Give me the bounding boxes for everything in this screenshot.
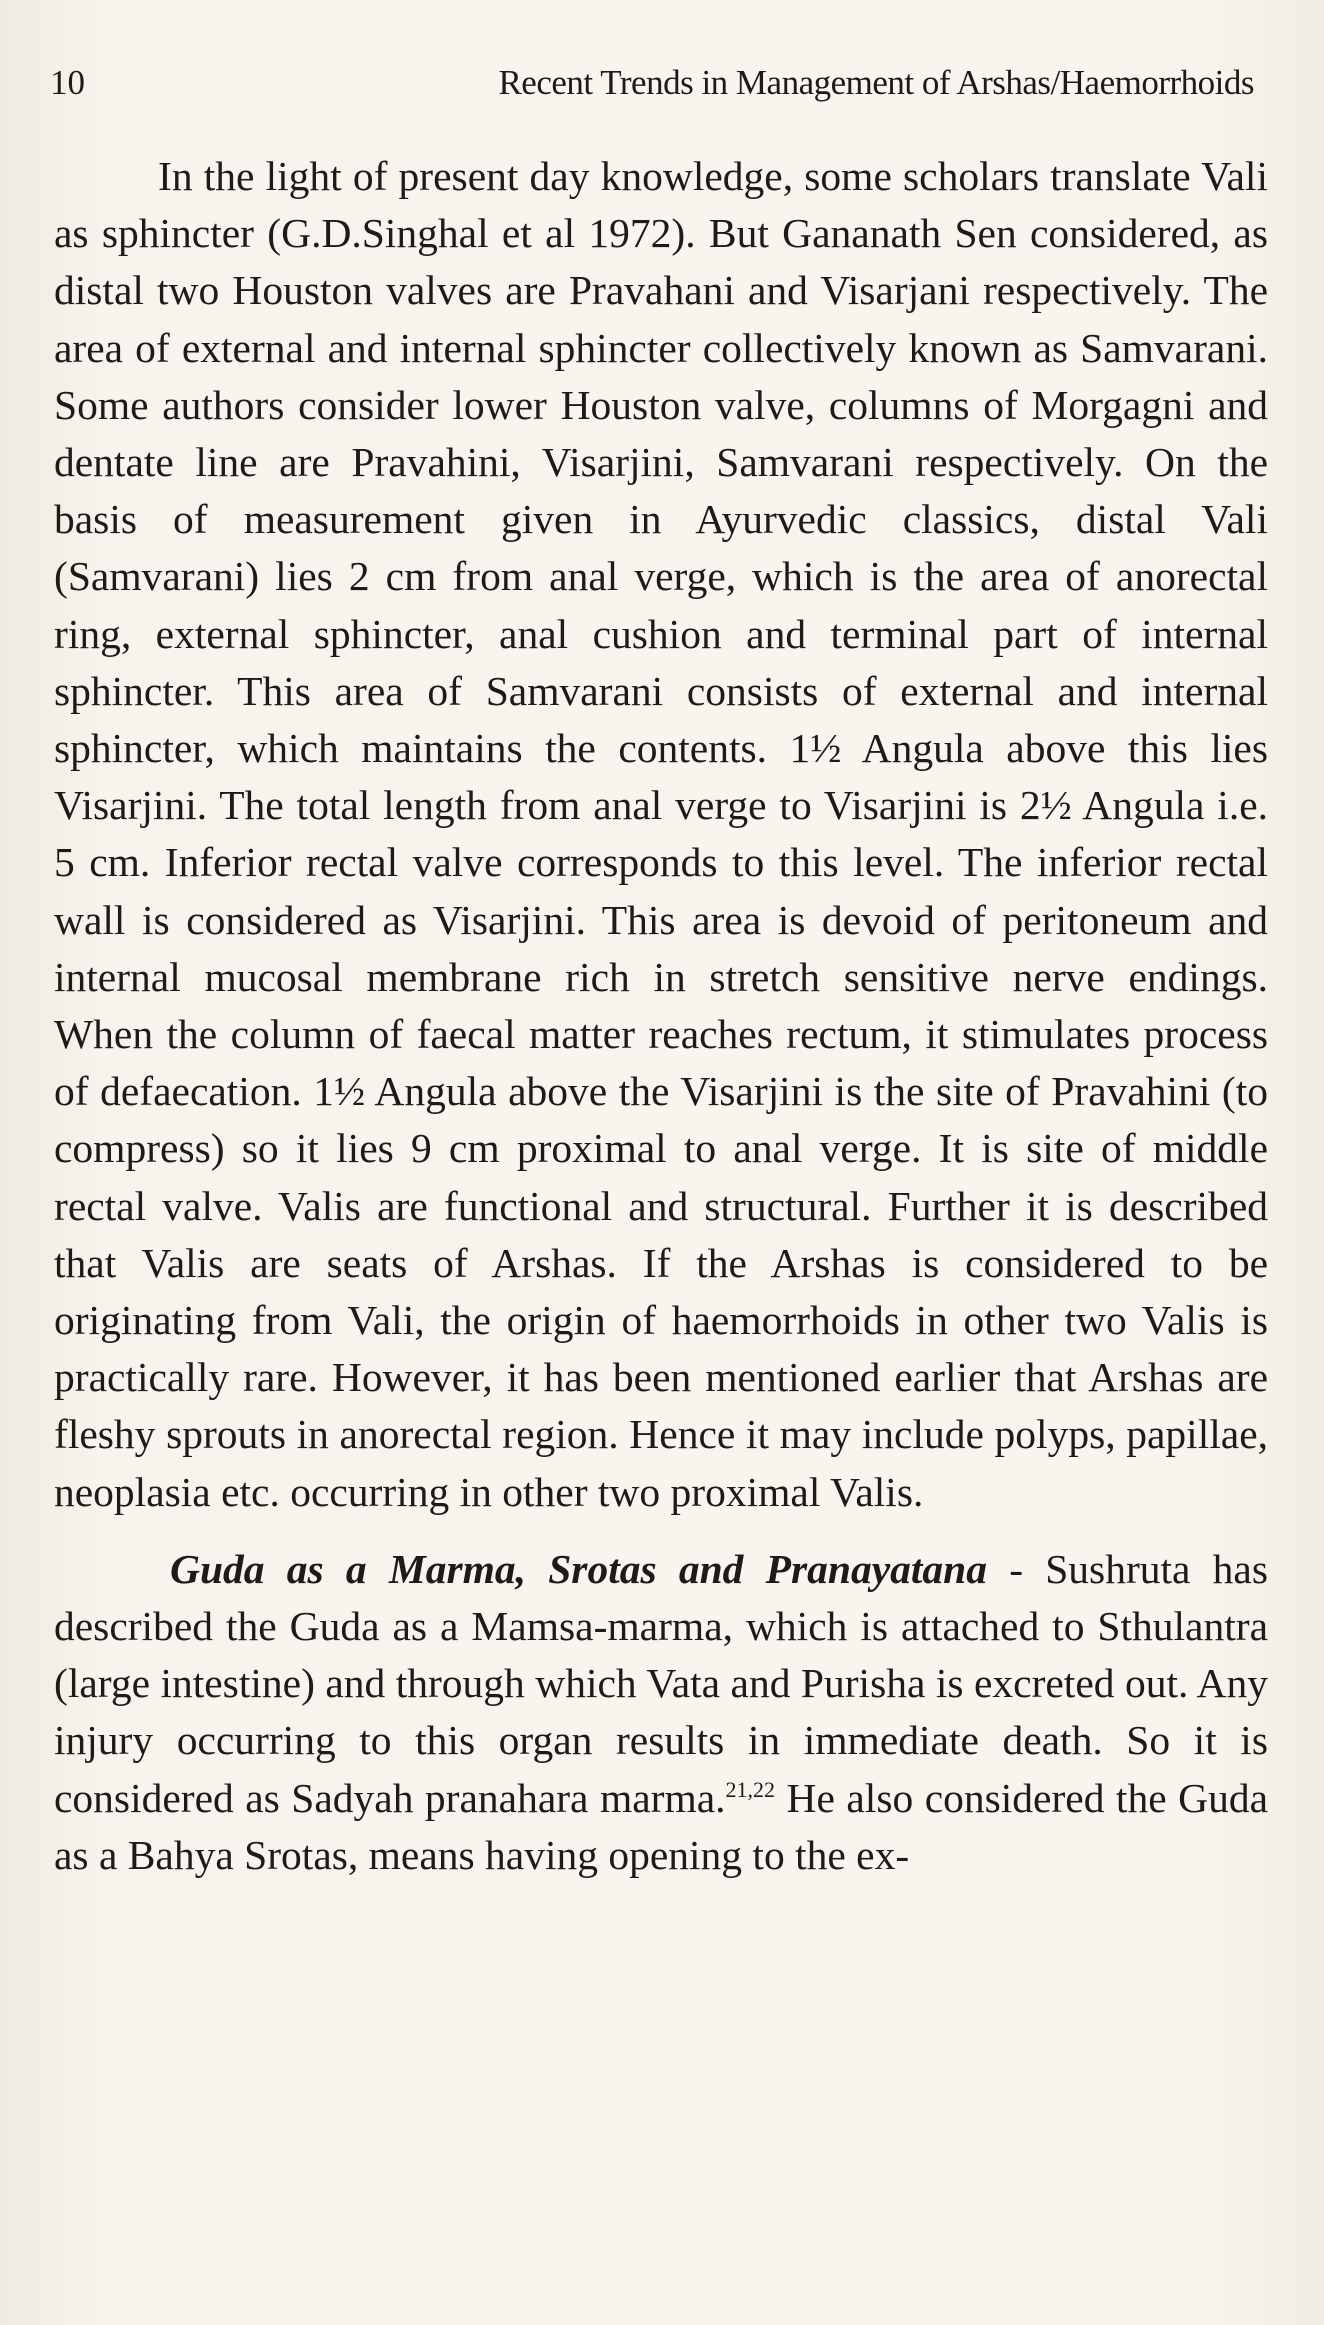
paragraph-vali-sphincter: In the light of present day knowledge, some scholars translate Vali as sphincter (G.D.Singhal et al 1972). But Gananath Sen considered, as distal two Houston valves are Pravahani and Visarjani respectively. The area of external and internal sphincter collectively known as Samvarani. Some authors consider lower Houston valve, columns of Morgagni and dentate line are Pravahini, Visarjini, Samvarani respectively. On the basis of measurement given in Ayurvedic classics, distal Vali (Samvarani) lies 2 cm from anal verge, which is the area of anorectal ring, external sphincter, anal cushion and terminal part of internal sphincter. This area of Samvarani consists of external and internal sphincter, which maintains the contents. 1½ Angula above this lies Visarjini. The total length from anal verge to Visarjini is 2½ Angula i.e. 5 cm. Inferior rectal valve corresponds to this level. The inferior rectal wall is considered as Visarjini. This area is devoid of peritoneum and internal mucosal membrane rich in stretch sensitive nerve endings. When the column of faecal matter reaches rectum, it stimulates process of defaecation. 1½ Angula above the Visarjini is the site of Pravahini (to compress) so it lies 9 cm proximal to anal verge. It is site of middle rectal valve. Valis are functional and structural. Further it is described that Valis are seats of Arshas. If the Arshas is considered to be originating from Vali, the origin of haemorrhoids in other two Valis is practically rare. However, it has been mentioned earlier that Arshas are fleshy sprouts in anorectal region. Hence it may include polyps, papillae, neoplasia etc. occurring in other two proximal Valis. (54, 153, 1268, 1515)
body-text (54, 148, 1268, 1884)
page-header (50, 58, 1254, 108)
paragraph-text-continued: He also considered the Guda as a Bahya Srotas, means having opening to the ex- (54, 1774, 1268, 1878)
running-title: Recent Trends in Management of Arshas/Haemorrhoids (498, 63, 1254, 102)
paragraph-run-in-heading: Guda as a Marma, Srotas and Pranayatana (170, 1545, 987, 1592)
paragraph-guda-marma (54, 1541, 1268, 1884)
paragraph-text: - Sushruta has described the Guda as a Mamsa-marma, which is attached to Sthulantra (large intestine) and through which Vata and Purisha is excreted out. Any injury occurring to this organ results in immediate death. So it is considered as Sadyah pranahara marma. (54, 1545, 1269, 1821)
footnote-reference: 21,22 (725, 1776, 776, 1802)
page-number: 10 (50, 63, 85, 102)
